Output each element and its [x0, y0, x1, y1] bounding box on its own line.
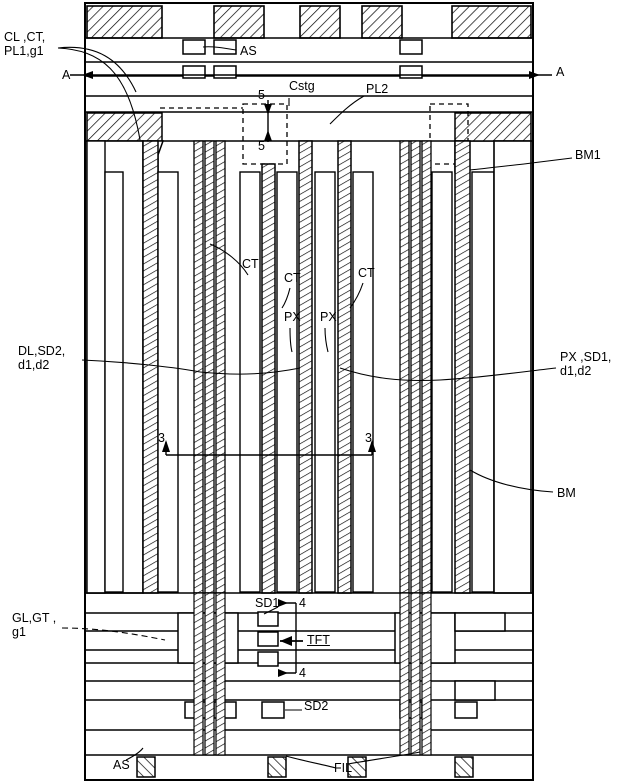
label-ct-2: CT	[284, 271, 301, 285]
label-section-a-right: A	[556, 65, 565, 79]
label-bm1: BM1	[575, 148, 601, 162]
label-ct-3: CT	[358, 266, 375, 280]
label-section-a-left: A	[62, 68, 71, 82]
label-px-2: PX	[320, 310, 337, 324]
label-section-3-right: 3	[365, 431, 372, 445]
label-section-3-left: 3	[158, 431, 165, 445]
label-px-1: PX	[284, 310, 301, 324]
label-section-5-top: 5	[258, 88, 265, 102]
label-pl2: PL2	[366, 82, 389, 96]
label-dl-sd2-d1-d2: DL,SD2, d1,d2	[18, 344, 66, 373]
label-cl-ct-pl1-g1: CL ,CT, PL1,g1	[4, 30, 46, 59]
label-section-4-bottom: 4	[299, 666, 306, 680]
label-section-5-bottom: 5	[258, 139, 265, 153]
label-px-sd1-d1-d2: PX ,SD1, d1,d2	[560, 350, 612, 379]
label-tft: TFT	[307, 633, 330, 647]
label-section-4-top: 4	[299, 596, 306, 610]
label-bm: BM	[557, 486, 576, 500]
label-ct-1: CT	[242, 257, 259, 271]
label-as-top: AS	[240, 44, 257, 58]
label-gl-gt-g1: GL,GT , g1	[12, 611, 57, 640]
label-sd1: SD1	[255, 596, 280, 610]
label-sd2: SD2	[304, 699, 329, 713]
label-fil: FIL	[334, 761, 353, 775]
label-as-bottom: AS	[113, 758, 130, 772]
label-cstg: Cstg	[289, 79, 315, 93]
